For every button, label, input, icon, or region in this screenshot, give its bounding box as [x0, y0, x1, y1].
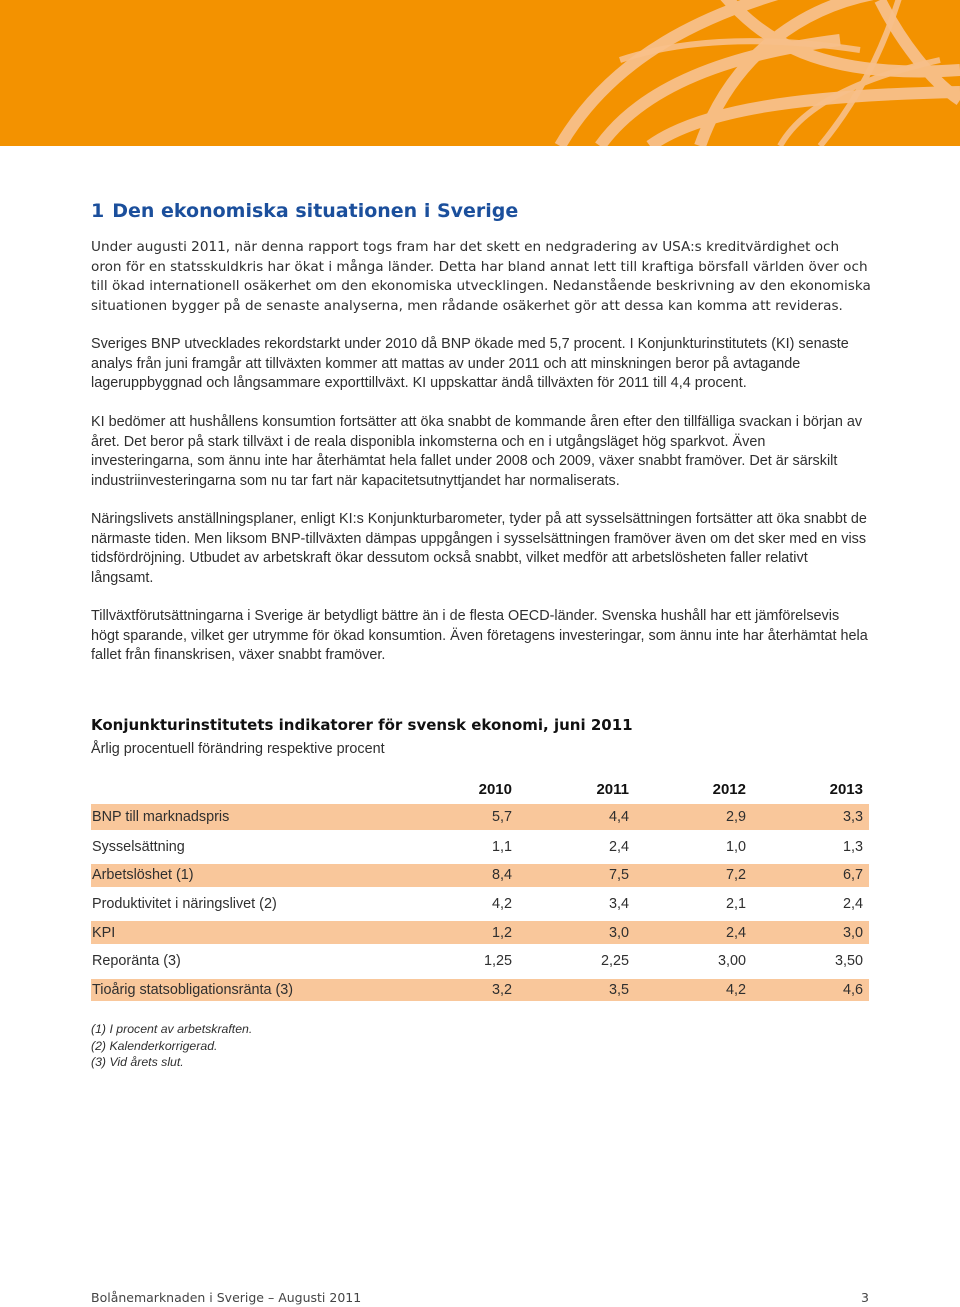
footer-publication: Bolånemarknaden i Sverige – Augusti 2011 [91, 1290, 362, 1305]
cell-value: 4,2 [635, 976, 752, 1005]
row-label: Tioårig statsobligationsränta (3) [91, 976, 401, 1005]
paragraph-employment: Näringslivets anställningsplaner, enligt KI:s Konjunkturbarometer, tyder på att sysselsättningen fortsätter att öka snabbt de närmaste tiden. Men liksom BNP-tillväxten dämpas uppgången i sysselsättningen framöver även om det sker med en viss tidsfördröjning. Utbudet av arbetskraft ökar dessutom också snabbt, vilket medför att arbetslösheten faller relativt långsamt. [91, 511, 867, 586]
footnote: (2) Kalenderkorrigerad. [91, 1038, 218, 1053]
cell-value: 2,4 [752, 890, 869, 919]
cell-value: 2,1 [635, 890, 752, 919]
year-header: 2012 [712, 780, 746, 798]
table-row [91, 947, 869, 976]
section-heading [91, 200, 518, 222]
cell-value: 6,7 [752, 861, 869, 890]
cell-value: 7,5 [518, 861, 635, 890]
header-empty [91, 774, 401, 804]
section-number: 1 [91, 200, 105, 222]
cell-value: 4,6 [752, 976, 869, 1005]
page-number: 3 [861, 1290, 869, 1305]
cell-value: 1,1 [401, 833, 518, 862]
paragraph-growth-conditions: Tillväxtförutsättningarna i Sverige är betydligt bättre än i de flesta OECD-länder. Svenska hushåll har ett jämförelsevis högt sparande, vilket ger utrymme för ökad konsumtion. Även företagens investeringar, som ännu inte har återhämtat hela fallet från finanskrisen, växer snabbt framöver. [91, 608, 868, 663]
cell-value: 3,0 [518, 918, 635, 947]
row-label: Produktivitet i näringslivet (2) [91, 890, 401, 919]
table-footnotes [91, 1021, 252, 1071]
year-header: 2011 [596, 780, 629, 798]
paragraph-consumption: KI bedömer att hushållens konsumtion fortsätter att öka snabbt de kommande åren efter den tillfälliga svackan i början av året. Det beror på stark tillväxt i de reala disponibla inkomsterna och en i utgångsläget hög sparkvot. Även investeringarna, som ännu inte har återhämtat hela fallet under 2008 och 2009, växer snabbt framöver. Det är särskilt industriinvesteringarna som nu tar fart när kapacitetsutnyttjandet har normaliserats. [91, 414, 863, 489]
cell-value: 1,2 [401, 918, 518, 947]
row-label: KPI [91, 918, 401, 947]
cell-value: 3,50 [752, 947, 869, 976]
cell-value: 2,9 [635, 804, 752, 833]
table-row [91, 976, 869, 1005]
cell-value: 1,3 [752, 833, 869, 862]
table-row [91, 804, 869, 833]
table-row [91, 833, 869, 862]
table-header-row [91, 774, 869, 804]
cell-value: 2,4 [518, 833, 635, 862]
paragraph-intro: Under augusti 2011, när denna rapport togs fram har det skett en nedgradering av USA:s kreditvärdighet och oron för en statsskuldkris har ökat i många länder. Detta har bland annat lett till kraftiga börsfall världen över och till ökad internationell osäkerhet om den ekonomiska utvecklingen. Nedanstående beskrivning av den ekonomiska situationen bygger på de senaste analyserna, men rådande osäkerhet gör att dessa kan komma att revideras. [91, 239, 871, 314]
cell-value: 1,0 [635, 833, 752, 862]
row-label: BNP till marknadspris [91, 804, 401, 833]
table-row [91, 890, 869, 919]
footnote: (1) I procent av arbetskraften. [91, 1022, 253, 1036]
cell-value: 3,4 [518, 890, 635, 919]
table-row [91, 861, 869, 890]
cell-value: 8,4 [401, 861, 518, 890]
cell-value: 3,00 [635, 947, 752, 976]
table-subtitle: Årlig procentuell förändring respektive procent [91, 741, 385, 757]
indicator-table [91, 774, 869, 1007]
table-title: Konjunkturinstitutets indikatorer för svensk ekonomi, juni 2011 [91, 716, 633, 734]
table-row [91, 918, 869, 947]
row-label: Reporänta (3) [91, 947, 401, 976]
footnote: (3) Vid årets slut. [91, 1055, 184, 1070]
paragraph-bnp: Sveriges BNP utvecklades rekordstarkt under 2010 då BNP ökade med 5,7 procent. I Konjunkturinstitutets (KI) senaste analys från juni framgår att tillväxten kommer att mattas av under 2011 och att minskningen beror på avtagande lageruppbyggnad och långsammare exporttillväxt. KI uppskattar ändå tillväxten för 2011 till 4,4 procent. [91, 336, 849, 391]
cell-value: 2,25 [518, 947, 635, 976]
cell-value: 4,4 [518, 804, 635, 833]
cell-value: 3,3 [752, 804, 869, 833]
section-title: Den ekonomiska situationen i Sverige [112, 200, 519, 222]
cell-value: 3,5 [518, 976, 635, 1005]
cell-value: 7,2 [635, 861, 752, 890]
year-header: 2010 [478, 780, 512, 798]
year-header: 2013 [829, 780, 863, 798]
globe-arcs-graphic [0, 0, 960, 146]
header-banner [0, 0, 960, 146]
row-label: Sysselsättning [91, 833, 401, 862]
cell-value: 5,7 [401, 804, 518, 833]
cell-value: 2,4 [635, 918, 752, 947]
cell-value: 3,0 [752, 918, 869, 947]
row-label: Arbetslöshet (1) [91, 861, 401, 890]
cell-value: 3,2 [401, 976, 518, 1005]
cell-value: 4,2 [401, 890, 518, 919]
cell-value: 1,25 [401, 947, 518, 976]
